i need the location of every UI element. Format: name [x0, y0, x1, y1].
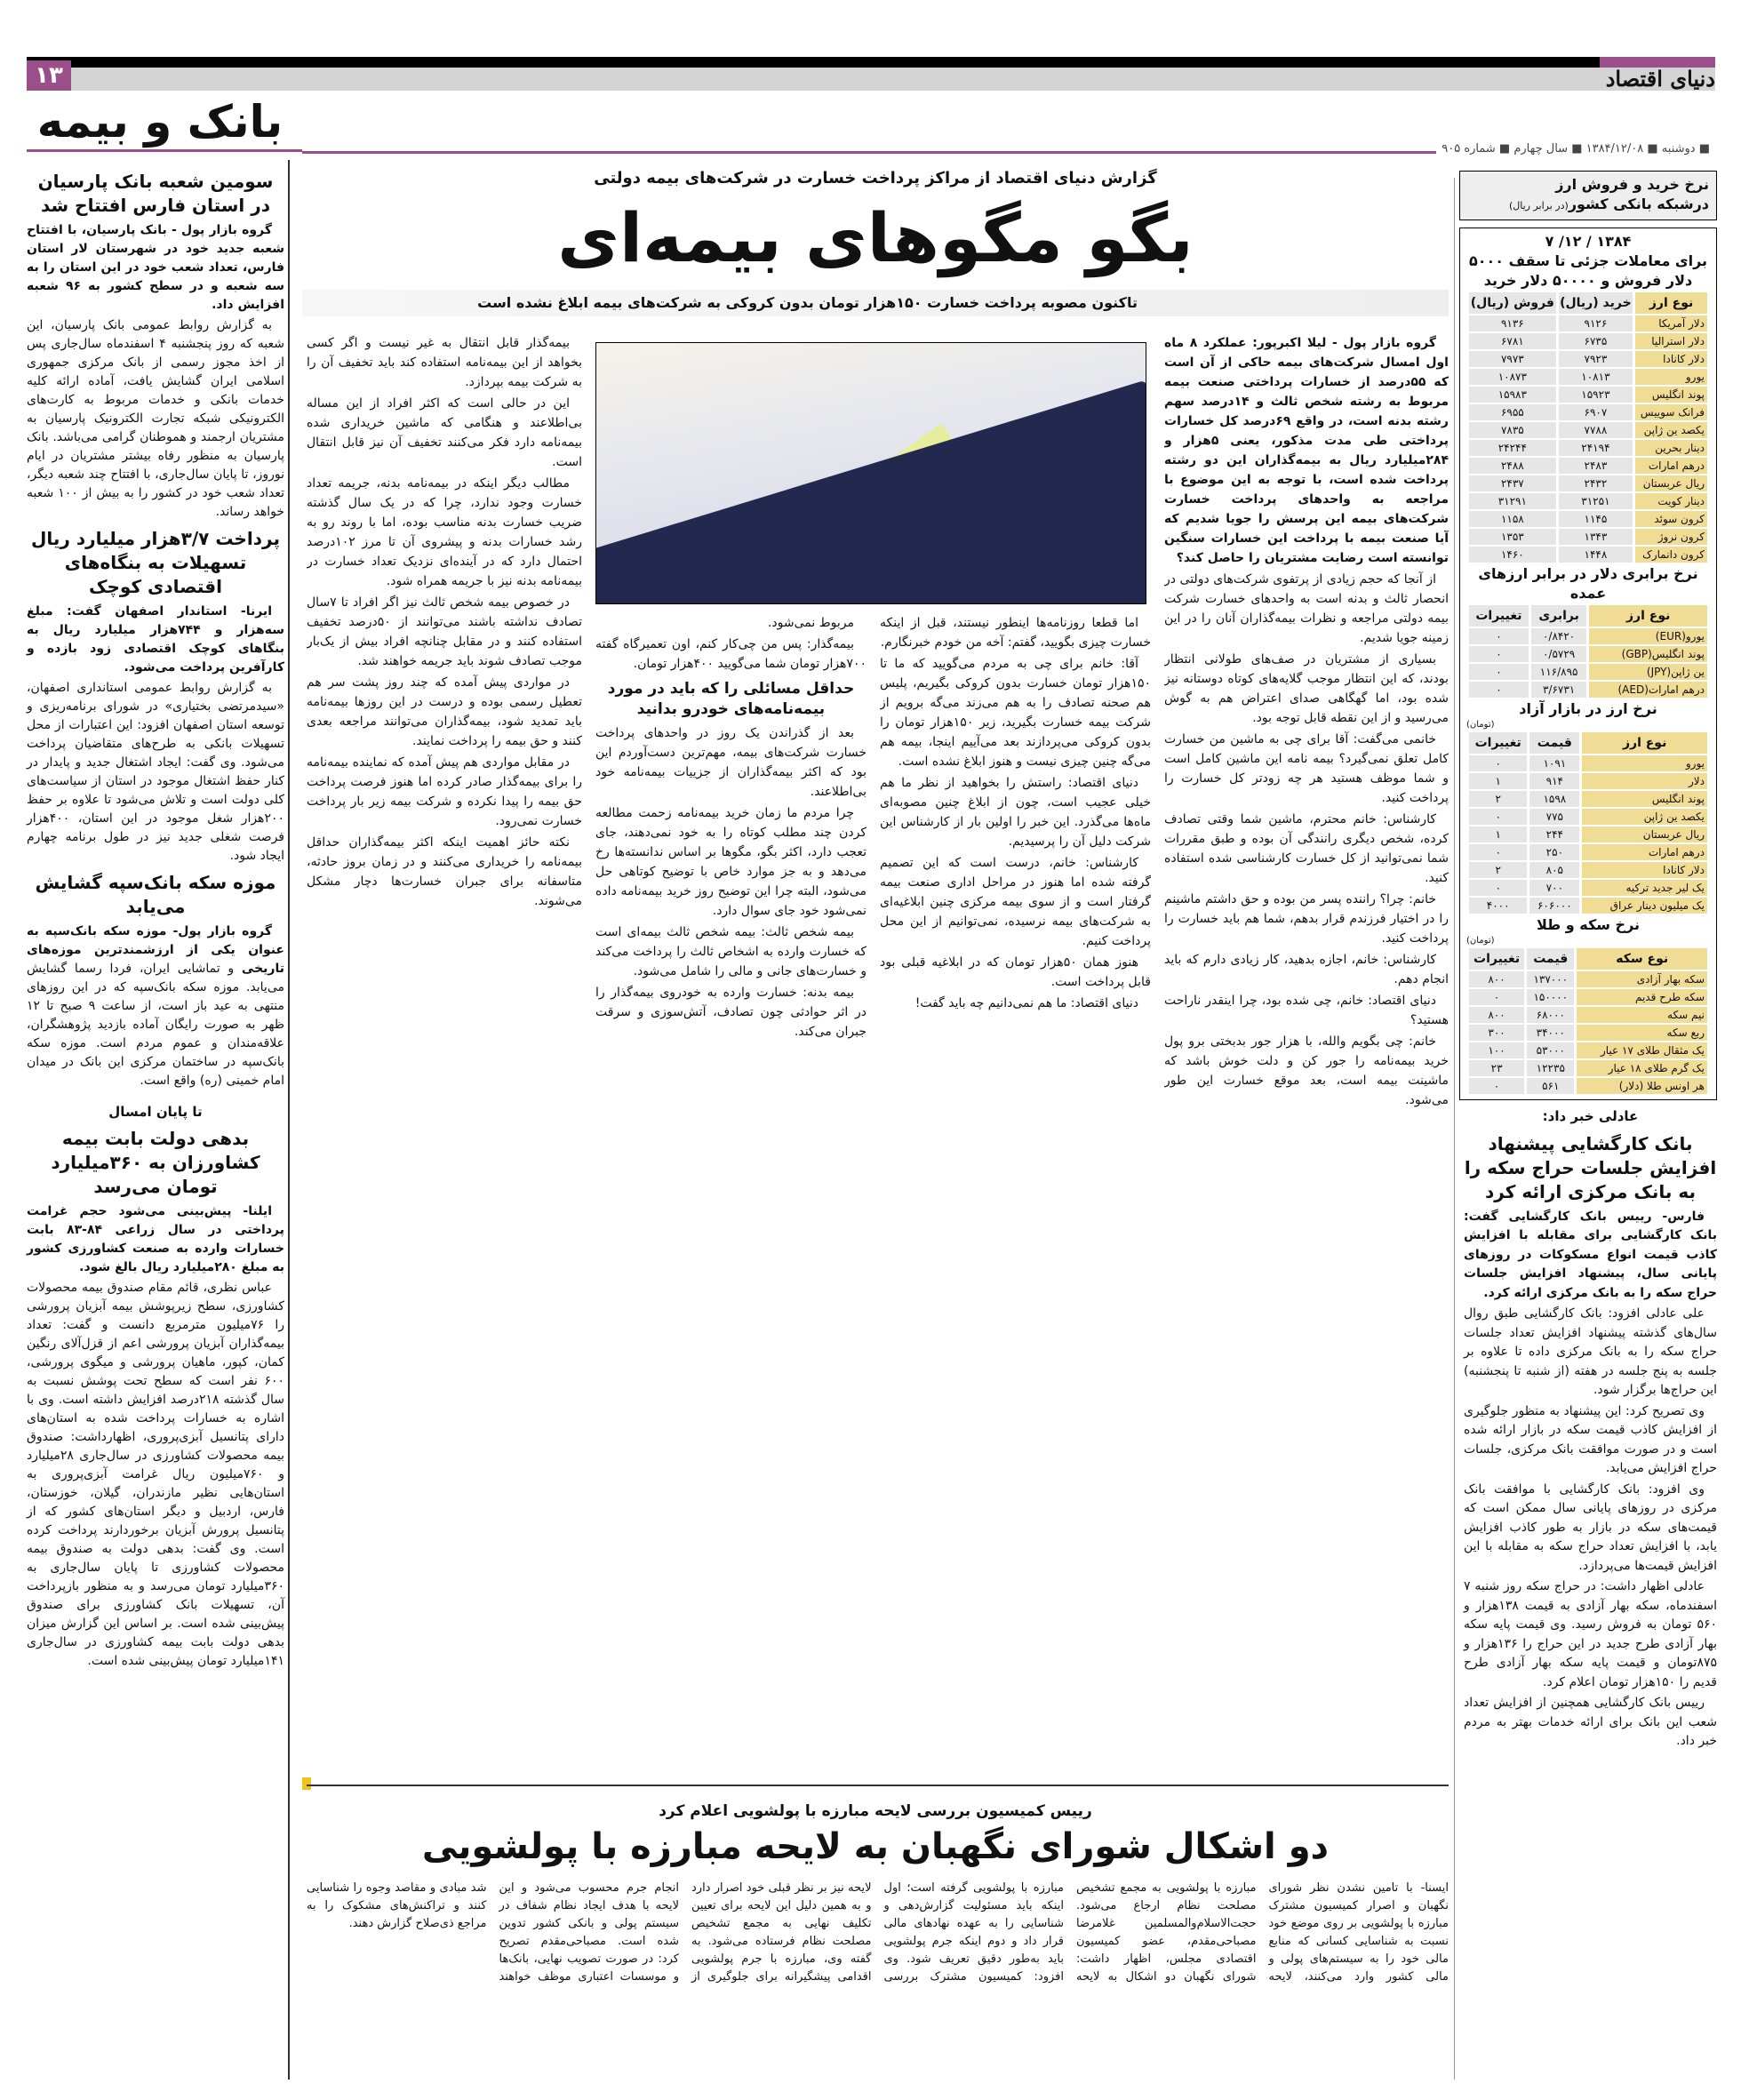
value-cell: ۱۰۸۱۳ [1559, 369, 1633, 385]
name-cell: یورو(EUR) [1589, 628, 1707, 644]
section-title: بانک و بیمه [36, 96, 284, 148]
value-cell: ۲۳ [1469, 1060, 1524, 1076]
paragraph: در خصوص بیمه شخص ثالث نیز اگر افراد تا ۷سال تصادف نداشته باشند می‌توانند از ۵۰درصد تخفیف استفاده کنند و در مقابل چنانچه افراد بیش از یک‌بار موجب تصادف شوند باید جریمه خواهند شد. [307, 595, 582, 668]
value-cell: ۱۳۵۳ [1469, 529, 1556, 545]
value-cell: ۹۱۳۶ [1469, 315, 1556, 331]
paragraph: هنوز همان ۵۰هزار تومان که در ابلاغیه قبلی بود قابل پرداخت است. [880, 955, 1151, 989]
rates-box-title: نرخ خرید و فروش ارز [1555, 176, 1709, 193]
paragraph: بعد از گذراندن یک روز در واحدهای پرداخت خسارت شرکت‌های بیمه، مهم‌ترین دست‌آوردم این بود که اکثر بیمه‌گذاران از جزییات بیمه‌نامه خود بی‌اطلاعند. [595, 726, 867, 799]
value-cell: ۱۴۴۸ [1559, 547, 1633, 563]
dollar-parity-table [1466, 603, 1710, 699]
paragraph: از آنجا که حجم زیادی از پرتفوی شرکت‌های دولتی در انحصار ثالث و بدنه است به واحدهای خسارت شرکت بیمه دولتی مراجعه و نظرات بیمه‌گذاران آنان را در این زمینه جویا شدیم. [1164, 572, 1449, 645]
table-row [1469, 511, 1707, 527]
value-cell: ۰ [1469, 989, 1524, 1005]
value-cell: ۱۱۴۵ [1559, 511, 1633, 527]
bottom-headline: دو اشکال شورای نگهبان به لایحه مبارزه با پولشویی [421, 1826, 1330, 1867]
table-row [1469, 628, 1707, 644]
table-title: نرخ برابری دلار در برابر ارزهای عمده [1478, 565, 1698, 602]
value-cell: ۲۴۳۷ [1469, 475, 1556, 491]
name-cell: ربع سکه [1577, 1025, 1707, 1041]
paragraph: در مواردی پیش آمده که چند روز پشت سر هم تعطیل رسمی بوده و درست در این روزها بیمه‌نامه باید تمدید شود، بیمه‌گذاران می‌توانند مراجعه بعدی کنند و حق بیمه را پرداخت نمایند. [307, 675, 582, 748]
value-cell: ۳/۶۷۳۱ [1531, 682, 1586, 698]
name-cell: کرون نروژ [1635, 529, 1707, 545]
name-cell: یکصد ین ژاپن [1582, 809, 1707, 825]
name-cell: کرون سوئد [1635, 511, 1707, 527]
table-row [1469, 971, 1707, 987]
column-header: قیمت [1527, 948, 1574, 970]
value-cell: ۵۶۱ [1527, 1078, 1574, 1094]
rates-note: برای معاملات جزئی تا سقف ۵۰۰۰ دلار فروش و ۵۰۰۰۰ دلار خرید [1468, 252, 1708, 289]
value-cell: ۹۱۲۶ [1559, 315, 1633, 331]
paragraph: خانمی می‌گفت: آقا برای چی به ماشین من خسارت کامل تعلق نمی‌گیرد؟ بیمه نامه این ماشین کامل است و شما موظف هستید هر چه زودتر کل خسارت را پرداخت کنید. [1164, 732, 1449, 805]
article-body: به گزارش روابط عمومی بانک پارسیان، این شعبه که روز پنجشنبه ۴ اسفندماه سال‌جاری پس از اخذ مجوز رسمی از بانک مرکزی جمهوری اسلامی ایران گشایش یافت، آماده ارائه کلیه خدمات بانکی و خدمات مربوط به کارت‌های الکترونیکی شبکه تجارت الکترونیک پارسیان به مشتریان ارجمند و هموطنان گرامی می‌باشد. بانک پارسیان به منظور رفاه بیشتر مشتریان در ایام نوروز، تا پایان سال‌جاری، با افتتاح چند شعبه دیگر، تعداد شعب خود در کشور را به بیش از ۱۰۰ شعبه خواهد رساند. [27, 318, 285, 519]
value-cell: ۶۷۸۱ [1469, 333, 1556, 349]
newspaper-logo: دنیای اقتصاد [1605, 66, 1715, 92]
lead-text: گروه بازار پول- موزه سکه بانک‌سپه به عنوان یکی از ارزشمندترین موزه‌های تاریخی [27, 924, 284, 976]
paragraph: کارشناس: خانم محترم، ماشین شما وقتی تصادف کرده، شخص دیگری رانندگی آن بوده و طبق مقررات شما نمی‌توانید از کل خسارت کارشناسی شده استفاده کنید. [1164, 812, 1449, 885]
table-title: نرخ ارز در بازار آزاد [1519, 700, 1657, 717]
value-cell: ۰ [1469, 682, 1529, 698]
value-cell: ۳۱۲۵۱ [1559, 493, 1633, 509]
name-cell: دلار استرالیا [1635, 333, 1707, 349]
value-cell: ۱۰۹۱ [1529, 755, 1579, 771]
name-cell: یک مثقال طلای ۱۷ عیار [1577, 1042, 1707, 1058]
paragraph: آقا: خانم برای چی به مردم می‌گویید که ما تا ۱۵۰هزار تومان خسارت بدون کروکی بگیریم، پلیس هم صحنه تصادف را به هم می‌زند می‌گه برویم از شرکت بیمه خسارت بگیرید، زیر ۱۵۰هزار تومان را بدون کروکی می‌پردازند بعد می‌آییم اینجا، بیمه هم می‌گه چنین چیزی نیست و هنوز ابلاغ نشده است. [880, 657, 1151, 769]
paragraph: مطالب دیگر اینکه در بیمه‌نامه بدنه، جریمه تعداد خسارت وجود ندارد، چرا که در یک سال گذشته ضریب خسارت بدنه مناسب بوده، اما با روند رو به رشد خسارات بدنه و پیشروی آن تا مرز ۱۰۲درصد احتمال دارد که در آینده‌ای نزدیک تعداد خسارت در بیمه‌نامه بدنه نیز با جریمه همراه شود. [307, 476, 582, 588]
value-cell: ۹۱۴ [1529, 773, 1579, 789]
table-row [1469, 809, 1707, 825]
paragraph: بیمه‌گذار قابل انتقال به غیر نیست و اگر کسی بخواهد از این بیمه‌نامه استفاده کند باید تخفیف آن را به شرکت بیمه بپردازد. [307, 336, 582, 389]
name-cell: دلار کانادا [1635, 351, 1707, 367]
article-title: بانک کارگشایی پیشنهاد افزایش جلسات حراج سکه را به بانک مرکزی ارائه کرد [1464, 1132, 1717, 1202]
name-cell: دلار آمریکا [1635, 315, 1707, 331]
paragraph: خانم: چرا؟ راننده پسر من بوده و حق داشتم ماشینم را در اختیار فرزندم قرار بدهم، شما هم باید خسارت را پرداخت کنید. [1164, 892, 1449, 946]
paragraph: دنیای اقتصاد: راستش را بخواهید از نظر ما هم خیلی عجیب است، چون از ابلاغ چنین مصوبه‌ای ماه‌ها می‌گذرد. این خبر را اولین بار از کارشناس این شرکت دلیل آن را پرسیدیم. [880, 776, 1151, 849]
rates-box-header [1459, 171, 1717, 220]
article-kicker: تا پایان امسال [108, 1104, 203, 1120]
name-cell: ریال عربستان [1635, 475, 1707, 491]
table-unit: (تومان) [1466, 936, 1495, 946]
body-text: و تماشایی ایران، فردا رسما گشایش می‌یابد. موزه سکه بانک‌سپه که در این روزهای منتهی به عید باز است، از ساعت ۹ صبح تا ۱۲ ظهر به صورت رایگان آماده بازدید پژوهشگران، علاقه‌مندان و عموم مردم است. موزه سکه بانک‌سپه در ساختمان مرکزی این بانک در میدان امام خمینی (ره) واقع است. [27, 962, 284, 1088]
value-cell: ۱۵۹۲۳ [1559, 387, 1633, 403]
value-cell: ۶۸۰۰۰ [1527, 1007, 1574, 1023]
name-cell: درهم امارات(AED) [1589, 682, 1707, 698]
table-row [1469, 773, 1707, 789]
paragraphs [595, 613, 867, 674]
value-cell: ۴۰۰۰ [1469, 898, 1527, 914]
value-cell: ۷۸۳۵ [1469, 422, 1556, 438]
name-cell: کرون دانمارک [1635, 547, 1707, 563]
name-cell: یک لیر جدید ترکیه [1582, 880, 1707, 896]
value-cell: ۱ [1469, 773, 1527, 789]
table-row [1469, 646, 1707, 662]
value-cell: ۰/۵۷۲۹ [1531, 646, 1586, 662]
value-cell: ۰ [1469, 809, 1527, 825]
value-cell: ۲۴۲۴۴ [1469, 440, 1556, 456]
table-row [1469, 791, 1707, 807]
name-cell: فرانک سوییس [1635, 404, 1707, 420]
table-row [1469, 387, 1707, 403]
name-cell: پوند انگلیس [1635, 387, 1707, 403]
booklet-cover [595, 380, 1146, 604]
table-row [1469, 422, 1707, 438]
column-header: قیمت [1529, 732, 1579, 754]
table-title: نرخ سکه و طلا [1536, 916, 1641, 933]
value-cell: ۱۱۵۸ [1469, 511, 1556, 527]
value-cell: ۶۷۳۵ [1559, 333, 1633, 349]
table-row [1469, 1078, 1707, 1094]
value-cell: ۵۳۰۰۰ [1527, 1042, 1574, 1058]
table-row [1469, 826, 1707, 842]
value-cell: ۲ [1469, 791, 1527, 807]
value-cell: ۸۰۰ [1469, 1007, 1524, 1023]
column-header: نوع ارز [1582, 732, 1707, 754]
paragraph: بیمه بدنه: خسارت وارده به خودروی بیمه‌گذار را در اثر حوادثی چون تصادف، آتش‌سوزی و سرقت جبران می‌کند. [595, 986, 867, 1039]
column-header: نوع ارز [1589, 605, 1707, 627]
rates-box-subtitle: درشبکه بانکی کشور [1568, 196, 1709, 212]
paragraph: مربوط نمی‌شود. [767, 616, 854, 630]
value-cell: ۲۴۱۹۴ [1559, 440, 1633, 456]
paragraph: کارشناس: خانم، اجازه بدهید، کار زیادی دارم که باید انجام دهم. [1164, 953, 1449, 986]
paragraph: بسیاری از مشتریان در صف‌های طولانی انتظار بودند، که این انتظار موجب گلایه‌های کوتاه دوستانه نیز شده بود، اما گهگاهی صدای اعتراض هم به گوش می‌رسید و از این نقطه قابل توجه بود. [1164, 652, 1449, 725]
name-cell: یورو [1582, 755, 1707, 771]
column-header: برابری [1531, 605, 1586, 627]
main-kicker: گزارش دنیای اقتصاد از مراکز پرداخت خسارت در شرکت‌های بیمه دولتی [594, 169, 1157, 188]
paragraphs [1464, 1305, 1717, 1752]
value-cell: ۲۴۳۲ [1559, 475, 1633, 491]
value-cell: ۱۳۴۳ [1559, 529, 1633, 545]
main-column-1 [1164, 333, 1449, 1773]
bottom-body: ایسنا- با تامین نشدن نظر شورای نگهبان و اصرار کمیسیون مشترک مبارزه با پولشویی بر روی موضع خود نسبت به شناسایی کسانی که منابع مالی خود را به سیستم‌های پولی و مالی کشور وارد می‌کنند، لایحه مبارزه با پولشویی به مجمع تشخیص مصلحت نظام ارجاع می‌شود. حجت‌الاسلام‌والمسلمین غلامرضا مصباحی‌مقدم، عضو کمیسیون اقتصادی مجلس، اظهار داشت: شورای نگهبان دو اشکال به لایحه مبارزه با پولشویی گرفته است؛ اول اینکه باید مسئولیت گزارش‌دهی و شناسایی را به عهده نهادهای مالی قرار داد و دوم اینکه جرم پولشویی باید به‌طور دقیق تعریف شود. وی افزود: کمیسیون مشترک بررسی لایحه نیز بر نظر قبلی خود اصرار دارد و به همین دلیل این لایحه برای تعیین تکلیف نهایی به مجمع تشخیص مصلحت نظام فرستاده می‌شود. به گفته وی، مبارزه با جرم پولشویی اقدامی پیشگیرانه برای جلوگیری از انجام جرم محسوب می‌شود و این لایحه با هدف ایجاد نظام شفاف در سیستم پولی و بانکی کشور تدوین شده است. مصباحی‌مقدم تصریح کرد: در صورت تصویب نهایی، بانک‌ها و موسسات اعتباری موظف خواهند شد مبادی و مقاصد وجوه را شناسایی کنند و تراکنش‌های مشکوک را به مراجع ذی‌صلاح گزارش دهند. [307, 1881, 1449, 1984]
paragraph: اما قطعا روزنامه‌ها اینطور نیستند، قبل از اینکه خسارت چیزی بگویید، گفتم: آخه من خودم خبرنگارم. [880, 616, 1151, 650]
column-header: تغییرات [1469, 732, 1527, 754]
free-market-table [1466, 731, 1710, 915]
paragraph: وی تصریح کرد: این پیشنهاد به منظور جلوگیری از افزایش کاذب قیمت سکه در بازار ارائه شده است و در صورت موافقت بانک مرکزی، جلسات حراج افزایش می‌یابد. [1464, 1403, 1717, 1475]
column-header: نوع سکه [1577, 948, 1707, 970]
article-lead: فارس- رییس بانک کارگشایی گفت: بانک کارگشایی برای مقابله با افزایش کاذب قیمت انواع مسکوکات در روزهای پایانی سال، پیشنهاد افزایش جلسات حراج سکه را به بانک مرکزی ارائه کرد. [1464, 1209, 1717, 1300]
value-cell: ۳۰۰ [1469, 1025, 1524, 1041]
name-cell: دلار [1582, 773, 1707, 789]
value-cell: ۶۹۰۷ [1559, 404, 1633, 420]
name-cell: ین ژاپن(JPY) [1589, 664, 1707, 680]
name-cell: یورو [1635, 369, 1707, 385]
table-row [1469, 404, 1707, 420]
value-cell: ۰ [1469, 755, 1527, 771]
name-cell: دلار کانادا [1582, 862, 1707, 878]
table-row [1469, 862, 1707, 878]
table-row [1469, 458, 1707, 474]
paragraph: خانم: چی بگویم والله، با هزار جور بدبختی برو پول خرید بیمه‌نامه را جور کن و دلت خوش باشد که ماشینت بیمه است، بعد موقع خسارت این طور می‌شود. [1164, 1034, 1449, 1107]
value-cell: ۱۵۹۸ [1529, 791, 1579, 807]
coin-gold-table [1466, 946, 1710, 1096]
value-cell: ۰ [1469, 844, 1527, 860]
table-row [1469, 1042, 1707, 1058]
table-row [1469, 1007, 1707, 1023]
left-news-column [27, 164, 284, 1673]
table-row [1469, 898, 1707, 914]
value-cell: ۱۵۰۰۰۰ [1527, 989, 1574, 1005]
value-cell: ۱۱۶/۸۹۵ [1531, 664, 1586, 680]
article-title: موزه سکه بانک‌سپه گشایش می‌یابد [35, 872, 276, 917]
paragraph: دنیای اقتصاد: خانم، چی شده بود، چرا اینقدر ناراحت هستید؟ [1164, 994, 1449, 1027]
paragraph: کارشناس: خانم، درست است که این تصمیم گرفته شده اما هنوز در مراحل اداری صنعت بیمه گرفتار است و از سوی بیمه مرکزی چنین ابلاغیه‌ای به شرکت‌های بیمه نرسیده، نمی‌توانیم از این محل پرداخت کنیم. [880, 856, 1151, 948]
main-column-4 [307, 333, 582, 1773]
value-cell: ۲ [1469, 862, 1527, 878]
table-row [1469, 844, 1707, 860]
name-cell: درهم امارات [1582, 844, 1707, 860]
article-title: بدهی دولت بابت بیمه کشاورزان به ۳۶۰میلیارد تومان می‌رسد [51, 1128, 260, 1197]
value-cell: ۰ [1469, 1078, 1524, 1094]
paragraph: بیمه‌گذار: پس من چی‌کار کنم، اون تعمیرگاه گفته ۷۰۰هزار تومان شما می‌گویید ۴۰۰هزار تومان. [595, 637, 867, 671]
value-cell: ۱۲۲۳۵ [1527, 1060, 1574, 1076]
table-row [1469, 1025, 1707, 1041]
rates-date: ۱۳۸۴ / ۱۲/ ۷ [1545, 233, 1632, 250]
main-column-2 [880, 613, 1151, 1773]
article-body: به گزارش روابط عمومی استانداری اصفهان، «سیدمرتضی بختیاری» در شورای برنامه‌ریزی و توسعه استان اصفهان افزود: این اعتبارات از محل تسهیلات بانکی به طرح‌های متقاضیان پرداخت می‌شود. وی گفت: ایجاد اشتغال جدید و پایدار در کنار حفظ اشتغال موجود در استان از سیاست‌های کلی دولت است و تلاش می‌شود تا علاوه بر حفظ ۲۰۰هزار شغل موجود در این استان، ۴۰۰هزار فرصت شغلی جدید نیز در طول برنامه چهارم ایجاد شود. [27, 681, 284, 863]
page-number: ۱۳ [27, 60, 71, 91]
value-cell: ۰ [1469, 628, 1529, 644]
value-cell: ۶۰۶۰۰۰ [1529, 898, 1579, 914]
paragraph: وی افزود: بانک کارگشایی با موافقت بانک مرکزی در روزهای پایانی سال ممکن است که قیمت‌های سکه در بازار به طور کاذب افزایش یابد، با افزایش تعداد حراج سکه به مقابله با این افزایش قیمت‌ها می‌پردازد. [1464, 1481, 1717, 1573]
main-headline: بگو مگوهای بیمه‌ای [557, 198, 1194, 277]
table-row [1469, 664, 1707, 680]
table-row [1469, 755, 1707, 771]
paragraph: بیمه شخص ثالث: بیمه شخص ثالث بیمه‌ای است که خسارت وارده به اشخاص ثالث را پرداخت می‌کند و خسارت‌های جانی و مالی را شامل می‌شود. [595, 925, 867, 978]
name-cell: درهم امارات [1635, 458, 1707, 474]
value-cell: ۶۹۵۵ [1469, 404, 1556, 420]
dateline: ■ دوشنبه ■ ۱۳۸۴/۱۲/۰۸ ■ سال چهارم ■ شماره ۹۰۵ [1436, 142, 1715, 156]
value-cell: ۷۹۷۳ [1469, 351, 1556, 367]
name-cell: ریال عربستان [1582, 826, 1707, 842]
value-cell: ۲۴۴ [1529, 826, 1579, 842]
name-cell: پوند انگلیس [1582, 791, 1707, 807]
header-band [27, 68, 1715, 91]
table-row [1469, 547, 1707, 563]
column-divider [288, 160, 290, 2080]
column-header: تغییرات [1469, 605, 1529, 627]
value-cell: ۷۹۲۳ [1559, 351, 1633, 367]
name-cell: دینار بحرین [1635, 440, 1707, 456]
column-header: خرید (ریال) [1559, 292, 1633, 314]
main-deck: تاکنون مصوبه پرداخت خسارت ۱۵۰هزار تومان بدون کروکی به شرکت‌های بیمه ابلاغ نشده است [302, 290, 1449, 316]
name-cell: دینار کویت [1635, 493, 1707, 509]
value-cell: ۷۷۸۸ [1559, 422, 1633, 438]
article-lead: ایرنا- استاندار اصفهان گفت: مبلغ سه‌هزار و ۷۴۴هزار میلیارد ریال به بنگاهای کوچک اقتصادی زود بازده و کارآفرین پرداخت می‌شود. [27, 604, 284, 675]
value-cell: ۲۴۸۸ [1469, 458, 1556, 474]
value-cell: ۰ [1469, 664, 1529, 680]
paragraphs [1164, 570, 1449, 1110]
table-row [1469, 315, 1707, 331]
story-separator [307, 1785, 1449, 1786]
table-row [1469, 493, 1707, 509]
top-rule [27, 57, 1600, 68]
paragraph: علی عادلی افزود: بانک کارگشایی طبق روال سال‌های گذشته پیشنهاد افزایش تعداد جلسات حراج سکه را به بانک مرکزی داده تا علاوه بر جلسه به پنج جلسه در هفته (از شنبه تا پنجشنبه) این حراج‌ها برگزار شود. [1464, 1306, 1717, 1397]
table-row [1469, 682, 1707, 698]
paragraph: رییس بانک کارگشایی همچنین از افزایش تعداد شعب این بانک برای ارائه خدمات بهتر به مردم خبر داد. [1464, 1696, 1717, 1748]
article-title: سومین شعبه بانک پارسیان در استان فارس افتتاح شد [37, 171, 274, 216]
paragraph: چرا مردم ما زمان خرید بیمه‌نامه زحمت مطالعه کردن چند مطلب کوتاه را به خود نمی‌دهند، جای تعجب دارد، اکثر بگو، مگوها بر اساس ندانسته‌ها رخ می‌دهد و به جز موارد خاص با توضیح کوتاهی حل می‌شود، البته چرا این توضیح روز خرید بیمه‌نامه داده نمی‌شود خود جای سوال دارد. [595, 806, 867, 918]
insurance-booklet-photo [595, 342, 1146, 604]
paragraph: نکته حائز اهمیت اینکه اکثر بیمه‌گذاران حداقل بیمه‌نامه را خریداری می‌کنند و در زمان بروز حادثه، متاسفانه برای جبران خسارت‌ها دچار مشکل می‌شوند. [307, 835, 582, 908]
value-cell: ۱ [1469, 826, 1527, 842]
article-lead: گروه بازار پول - بانک پارسیان، با افتتاح شعبه جدید خود در شهرستان لار استان فارس، تعداد شعب خود در این استان را به سه شعبه و در سطح کشور به ۹۶ شعبه افزایش داد. [27, 223, 284, 312]
table-unit: (تومان) [1466, 720, 1495, 730]
paragraph: عادلی اظهار داشت: در حراج سکه روز شنبه ۷ اسفندماه، سکه بهار آزادی به قیمت ۱۳۸هزار و ۵۶۰ تومان به فروش رسید. وی قیمت پایه سکه بهار آزادی طرح جدید در این حراج را ۱۳۶هزار و ۸۷۵تومان و قیمت پایه سکه بهار آزادی طرح قدیم را ۱۵۰هزار تومان اعلام کرد. [1464, 1579, 1717, 1689]
value-cell: ۱۰۰ [1469, 1042, 1524, 1058]
value-cell: ۰ [1469, 646, 1529, 662]
bottom-kicker: ریيس کمیسیون بررسی لایحه مبارزه با پولشویی اعلام کرد [659, 1802, 1092, 1820]
value-cell: ۱۰۸۷۳ [1469, 369, 1556, 385]
table-row [1469, 333, 1707, 349]
article-lead: ایلنا- پیش‌بینی می‌شود حجم غرامت پرداختی در سال زراعی ۸۴-۸۳ بابت خسارات وارده به صنعت کشاورزی کشور به مبلغ ۲۸۰میلیارد ریال بالغ شود. [27, 1204, 284, 1274]
column-header: نوع ارز [1635, 292, 1707, 314]
bank-rates-table [1466, 291, 1710, 564]
name-cell: یک گرم طلای ۱۸ عیار [1577, 1060, 1707, 1076]
table-row [1469, 440, 1707, 456]
value-cell: ۰/۸۴۲۰ [1531, 628, 1586, 644]
name-cell: هر اونس طلا (دلار) [1577, 1078, 1707, 1094]
name-cell: پوند انگلیس(GBP) [1589, 646, 1707, 662]
bullet-square [302, 1777, 311, 1790]
table-row [1469, 351, 1707, 367]
value-cell: ۱۳۷۰۰۰ [1527, 971, 1574, 987]
main-column-3 [595, 613, 867, 1773]
value-cell: ۷۷۵ [1529, 809, 1579, 825]
table-row [1469, 369, 1707, 385]
name-cell: یکصد ین ژاپن [1635, 422, 1707, 438]
value-cell: ۰ [1469, 880, 1527, 896]
article-lead [27, 922, 284, 1090]
article-lead: گروه بازار پول - لیلا اکبرپور: عملکرد ۸ ماه اول امسال شرکت‌های بیمه حاکی از آن است که ۵۵درصد از خسارات پرداختی صنعت بیمه مربوط به رشته شخص ثالث و ۱۴درصد سهم رشته بدنه است، در واقع ۶۹درصد کل خسارات پرداختی طی مدت مذکور، یعنی ۵هزار و ۲۸۴میلیارد ریال به بیمه‌گذاران این دو رشته پرداخت شده است، با توجه به این موضوع با مراجعه به واحدهای پرداخت خسارت شرکت‌های بیمه این پرسش را جویا شدیم که آیا صنعت بیمه با پرداخت این خسارات سنگین توانسته است رضایت مشتریان را حاصل کند؟ [1164, 336, 1449, 565]
paragraph: دنیای اقتصاد: ما هم نمی‌دانیم چه باید گفت! [914, 996, 1138, 1010]
name-cell: یک میلیون دینار عراق [1582, 898, 1707, 914]
value-cell: ۳۱۲۹۱ [1469, 493, 1556, 509]
table-row [1469, 989, 1707, 1005]
value-cell: ۸۰۰ [1469, 971, 1524, 987]
rates-box [1459, 228, 1717, 1100]
value-cell: ۱۵۹۸۳ [1469, 387, 1556, 403]
name-cell: سکه طرح قدیم [1577, 989, 1707, 1005]
paragraphs [595, 723, 867, 1042]
value-cell: ۱۴۶۰ [1469, 547, 1556, 563]
value-cell: ۲۴۸۳ [1559, 458, 1633, 474]
value-cell: ۷۰۰ [1529, 880, 1579, 896]
article-kicker: عادلی خبر داد: [1542, 1108, 1639, 1124]
column-header: فروش (ریال) [1469, 292, 1556, 314]
paragraph: در مقابل مواردی هم پیش آمده که نماینده بیمه‌نامه را برای بیمه‌گذار صادر کرده اما هنوز فرصت پرداخت حق بیمه را پیدا نکرده و شرکت بیمه زیر بار پرداخت خسارت نمی‌رود. [307, 755, 582, 828]
value-cell: ۲۵۰ [1529, 844, 1579, 860]
name-cell: سکه بهار آزادی [1577, 971, 1707, 987]
table-row [1469, 1060, 1707, 1076]
table-row [1469, 529, 1707, 545]
article-body: عباس نظری، قائم مقام صندوق بیمه محصولات کشاورزی، سطح زیرپوشش بیمه آبزیان پرورشی را ۷۶میلیون مترمربع دانست و گفت: تعداد بیمه‌گذاران آبزیان پرورشی اعم از قزل‌آلای رنگین کمان، کپور، ماهیان پرورشی و میگوی پرورشی، ۶۰۰ نفر است که سطح تحت پوشش نسبت به سال گذشته ۲۱۸درصد افزایش داشته است. وی با اشاره به خسارات پرداخت شده به استان‌های دارای پتانسیل آبزی‌پروری، اظهارداشت: صندوق بیمه محصولات کشاورزی در سال‌جاری ۲۸میلیارد و ۷۶۰میلیون ریال غرامت آبزی‌پروری به استان‌هایی نظیر مازندران، گیلان، خوزستان، فارس، اردبیل و دیگر استان‌های کشور که از پتانسیل پرورش آبزیان برخوردارند پرداخت کرده است. وی گفت: بدهی دولت به صندوق بیمه محصولات کشاورزی تا پایان سال‌جاری به ۳۶۰میلیارد تومان می‌رسد و به منظور بازپرداخت آن، تسهیلات بانک کشاورزی برای صندوق پیش‌بینی شده است. بر اساس این گزارش میزان بدهی دولت بابت بیمه کشاورزی در سال‌جاری ۱۴۱میلیارد تومان پیش‌بینی شده است. [27, 1281, 284, 1668]
table-row [1469, 475, 1707, 491]
table-row [1469, 880, 1707, 896]
subheading: حداقل مسائلی را که باید در مورد بیمه‌نامه‌های خودرو بدانید [607, 680, 855, 718]
name-cell: نیم سکه [1577, 1007, 1707, 1023]
kargoshaei-article [1464, 1107, 1717, 1753]
paragraph: این در حالی است که اکثر افراد از این مساله بی‌اطلاعند و هنگامی که ماشین خریداری شده بیمه‌نامه دارد فکر می‌کنند تخفیف آن نیز قابل انتقال است. [307, 396, 582, 469]
right-sidebar [1459, 171, 1717, 1753]
value-cell: ۸۰۵ [1529, 862, 1579, 878]
column-header: تغییرات [1469, 948, 1524, 970]
rates-box-unit: (در برابر ریال) [1508, 200, 1569, 212]
column-divider [1454, 178, 1455, 2080]
article-title: پرداخت ۳/۷هزار میلیارد ریال تسهیلات به بنگاه‌های اقتصادی کوچک [31, 528, 280, 597]
value-cell: ۳۴۰۰۰ [1527, 1025, 1574, 1041]
section-rule [27, 149, 302, 152]
